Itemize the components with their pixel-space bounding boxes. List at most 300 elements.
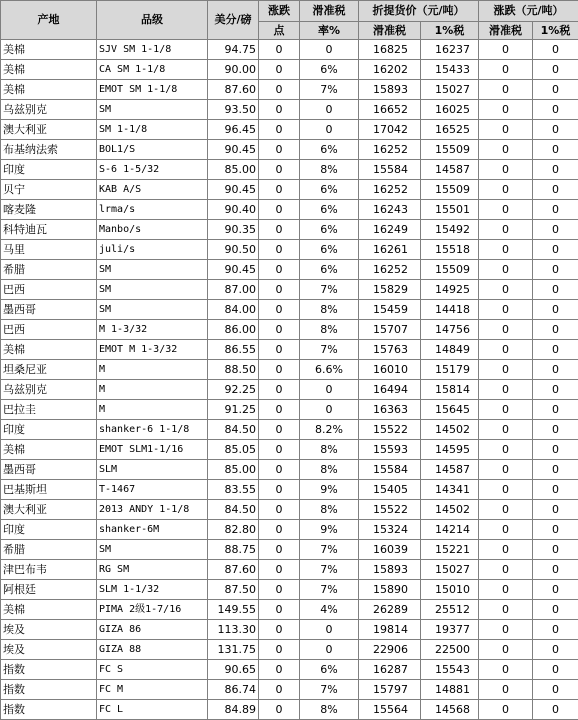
tax-rate-cell: 8% (300, 700, 359, 720)
change-points-cell: 0 (259, 260, 300, 280)
table-row (1, 440, 578, 460)
header-change-unit: 点 (259, 22, 300, 40)
price-cell: 84.89 (208, 700, 259, 720)
table-row (1, 700, 578, 720)
price-1pct-tax-cell: 15010 (421, 580, 479, 600)
change-1pct-cell: 0 (533, 320, 578, 340)
change-points-cell: 0 (259, 200, 300, 220)
price-sliding-tax-cell: 15405 (359, 480, 421, 500)
grade-cell: FC L (97, 700, 208, 720)
change-points-cell: 0 (259, 140, 300, 160)
price-1pct-tax-cell: 14568 (421, 700, 479, 720)
price-1pct-tax-cell: 15221 (421, 540, 479, 560)
grade-cell: FC S (97, 660, 208, 680)
price-sliding-tax-cell: 16494 (359, 380, 421, 400)
change-1pct-cell: 0 (533, 440, 578, 460)
grade-cell: lrma/s (97, 200, 208, 220)
table-row (1, 360, 578, 380)
price-sliding-tax-cell: 15522 (359, 420, 421, 440)
grade-cell: EMOT SLM1-1/16 (97, 440, 208, 460)
price-sliding-tax-cell: 16249 (359, 220, 421, 240)
change-sliding-cell: 0 (479, 640, 533, 660)
change-1pct-cell: 0 (533, 60, 578, 80)
table-row (1, 460, 578, 480)
price-sliding-tax-cell: 17042 (359, 120, 421, 140)
change-sliding-cell: 0 (479, 180, 533, 200)
change-1pct-cell: 0 (533, 560, 578, 580)
change-points-cell: 0 (259, 420, 300, 440)
origin-cell: 美棉 (1, 80, 97, 100)
price-1pct-tax-cell: 14341 (421, 480, 479, 500)
price-cell: 93.50 (208, 100, 259, 120)
change-points-cell: 0 (259, 620, 300, 640)
price-1pct-tax-cell: 14418 (421, 300, 479, 320)
price-sliding-tax-cell: 15593 (359, 440, 421, 460)
table-row (1, 100, 578, 120)
table-row (1, 600, 578, 620)
table-row (1, 240, 578, 260)
tax-rate-cell: 6% (300, 200, 359, 220)
price-1pct-tax-cell: 16025 (421, 100, 479, 120)
price-sliding-tax-cell: 15522 (359, 500, 421, 520)
change-sliding-cell: 0 (479, 340, 533, 360)
grade-cell: S-6 1-5/32 (97, 160, 208, 180)
grade-cell: EMOT SM 1-1/8 (97, 80, 208, 100)
change-points-cell: 0 (259, 300, 300, 320)
change-1pct-cell: 0 (533, 140, 578, 160)
tax-rate-cell: 8% (300, 300, 359, 320)
origin-cell: 乌兹别克 (1, 380, 97, 400)
change-1pct-cell: 0 (533, 500, 578, 520)
origin-cell: 澳大利亚 (1, 120, 97, 140)
table-row (1, 380, 578, 400)
header-change-1pct: 1%税 (533, 22, 578, 40)
price-sliding-tax-cell: 16825 (359, 40, 421, 60)
price-1pct-tax-cell: 25512 (421, 600, 479, 620)
price-cell: 90.45 (208, 180, 259, 200)
price-cell: 88.75 (208, 540, 259, 560)
origin-cell: 墨西哥 (1, 300, 97, 320)
price-cell: 84.50 (208, 420, 259, 440)
origin-cell: 墨西哥 (1, 460, 97, 480)
tax-rate-cell: 0 (300, 120, 359, 140)
change-1pct-cell: 0 (533, 460, 578, 480)
header-converted-sliding: 滑准税 (359, 22, 421, 40)
origin-cell: 巴西 (1, 280, 97, 300)
change-points-cell: 0 (259, 240, 300, 260)
price-cell: 91.25 (208, 400, 259, 420)
grade-cell: 2013 ANDY 1-1/8 (97, 500, 208, 520)
change-points-cell: 0 (259, 600, 300, 620)
change-sliding-cell: 0 (479, 700, 533, 720)
change-sliding-cell: 0 (479, 260, 533, 280)
origin-cell: 乌兹别克 (1, 100, 97, 120)
price-sliding-tax-cell: 15584 (359, 160, 421, 180)
table-row (1, 420, 578, 440)
header-change-yuan: 涨跌（元/吨） (479, 1, 578, 22)
price-1pct-tax-cell: 16525 (421, 120, 479, 140)
tax-rate-cell: 0 (300, 400, 359, 420)
origin-cell: 美棉 (1, 60, 97, 80)
change-sliding-cell: 0 (479, 80, 533, 100)
price-sliding-tax-cell: 16252 (359, 260, 421, 280)
origin-cell: 印度 (1, 420, 97, 440)
price-cell: 113.30 (208, 620, 259, 640)
price-1pct-tax-cell: 14881 (421, 680, 479, 700)
origin-cell: 巴基斯坦 (1, 480, 97, 500)
price-sliding-tax-cell: 15707 (359, 320, 421, 340)
change-sliding-cell: 0 (479, 560, 533, 580)
change-sliding-cell: 0 (479, 500, 533, 520)
price-sliding-tax-cell: 15564 (359, 700, 421, 720)
table-row (1, 340, 578, 360)
change-1pct-cell: 0 (533, 340, 578, 360)
change-sliding-cell: 0 (479, 540, 533, 560)
tax-rate-cell: 0 (300, 40, 359, 60)
price-sliding-tax-cell: 19814 (359, 620, 421, 640)
tax-rate-cell: 8.2% (300, 420, 359, 440)
change-1pct-cell: 0 (533, 600, 578, 620)
table-row (1, 40, 578, 60)
change-1pct-cell: 0 (533, 240, 578, 260)
price-cell: 90.00 (208, 60, 259, 80)
change-sliding-cell: 0 (479, 620, 533, 640)
table-row (1, 140, 578, 160)
table-row (1, 500, 578, 520)
price-1pct-tax-cell: 14595 (421, 440, 479, 460)
change-points-cell: 0 (259, 120, 300, 140)
tax-rate-cell: 0 (300, 380, 359, 400)
change-sliding-cell: 0 (479, 120, 533, 140)
change-sliding-cell: 0 (479, 40, 533, 60)
grade-cell: juli/s (97, 240, 208, 260)
price-cell: 92.25 (208, 380, 259, 400)
price-sliding-tax-cell: 15893 (359, 560, 421, 580)
origin-cell: 美棉 (1, 340, 97, 360)
price-sliding-tax-cell: 16252 (359, 140, 421, 160)
change-1pct-cell: 0 (533, 640, 578, 660)
price-1pct-tax-cell: 15814 (421, 380, 479, 400)
price-cell: 96.45 (208, 120, 259, 140)
change-points-cell: 0 (259, 540, 300, 560)
tax-rate-cell: 8% (300, 460, 359, 480)
grade-cell: SM (97, 540, 208, 560)
price-1pct-tax-cell: 15501 (421, 200, 479, 220)
table-row (1, 300, 578, 320)
change-sliding-cell: 0 (479, 440, 533, 460)
price-cell: 85.00 (208, 460, 259, 480)
price-sliding-tax-cell: 15893 (359, 80, 421, 100)
change-sliding-cell: 0 (479, 420, 533, 440)
change-1pct-cell: 0 (533, 540, 578, 560)
origin-cell: 澳大利亚 (1, 500, 97, 520)
price-1pct-tax-cell: 14925 (421, 280, 479, 300)
origin-cell: 希腊 (1, 260, 97, 280)
price-1pct-tax-cell: 14502 (421, 420, 479, 440)
tax-rate-cell: 8% (300, 500, 359, 520)
price-cell: 90.35 (208, 220, 259, 240)
change-points-cell: 0 (259, 480, 300, 500)
grade-cell: SM 1-1/8 (97, 120, 208, 140)
origin-cell: 巴拉圭 (1, 400, 97, 420)
change-sliding-cell: 0 (479, 400, 533, 420)
table-row (1, 580, 578, 600)
origin-cell: 马里 (1, 240, 97, 260)
tax-rate-cell: 6% (300, 240, 359, 260)
change-points-cell: 0 (259, 660, 300, 680)
origin-cell: 美棉 (1, 600, 97, 620)
tax-rate-cell: 4% (300, 600, 359, 620)
price-cell: 131.75 (208, 640, 259, 660)
grade-cell: M 1-3/32 (97, 320, 208, 340)
change-1pct-cell: 0 (533, 680, 578, 700)
origin-cell: 巴西 (1, 320, 97, 340)
change-points-cell: 0 (259, 580, 300, 600)
table-row (1, 680, 578, 700)
tax-rate-cell: 8% (300, 320, 359, 340)
grade-cell: SM (97, 260, 208, 280)
table-body (1, 40, 578, 720)
header-grade: 品级 (97, 1, 208, 40)
price-1pct-tax-cell: 15027 (421, 80, 479, 100)
tax-rate-cell: 9% (300, 520, 359, 540)
price-sliding-tax-cell: 22906 (359, 640, 421, 660)
grade-cell: shanker-6 1-1/8 (97, 420, 208, 440)
grade-cell: SLM 1-1/32 (97, 580, 208, 600)
header-converted-1pct: 1%税 (421, 22, 479, 40)
change-sliding-cell: 0 (479, 380, 533, 400)
header-tax-rate-unit: 率% (300, 22, 359, 40)
origin-cell: 指数 (1, 660, 97, 680)
change-sliding-cell: 0 (479, 360, 533, 380)
price-1pct-tax-cell: 15645 (421, 400, 479, 420)
header-price-usd: 美分/磅 (208, 1, 259, 40)
table-row (1, 80, 578, 100)
change-points-cell: 0 (259, 700, 300, 720)
change-1pct-cell: 0 (533, 200, 578, 220)
change-1pct-cell: 0 (533, 520, 578, 540)
grade-cell: SJV SM 1-1/8 (97, 40, 208, 60)
price-1pct-tax-cell: 15509 (421, 140, 479, 160)
grade-cell: FC M (97, 680, 208, 700)
table-row (1, 280, 578, 300)
table-row (1, 520, 578, 540)
price-cell: 86.55 (208, 340, 259, 360)
table-row (1, 220, 578, 240)
origin-cell: 美棉 (1, 40, 97, 60)
origin-cell: 埃及 (1, 640, 97, 660)
change-points-cell: 0 (259, 640, 300, 660)
grade-cell: KAB A/S (97, 180, 208, 200)
grade-cell: Manbo/s (97, 220, 208, 240)
change-1pct-cell: 0 (533, 80, 578, 100)
change-1pct-cell: 0 (533, 160, 578, 180)
tax-rate-cell: 0 (300, 100, 359, 120)
change-1pct-cell: 0 (533, 480, 578, 500)
change-1pct-cell: 0 (533, 260, 578, 280)
change-points-cell: 0 (259, 440, 300, 460)
price-sliding-tax-cell: 15829 (359, 280, 421, 300)
origin-cell: 印度 (1, 520, 97, 540)
price-sliding-tax-cell: 16652 (359, 100, 421, 120)
origin-cell: 美棉 (1, 440, 97, 460)
table-row (1, 620, 578, 640)
change-points-cell: 0 (259, 520, 300, 540)
table-row (1, 540, 578, 560)
grade-cell: SM (97, 300, 208, 320)
grade-cell: PIMA 2级1-7/16 (97, 600, 208, 620)
change-sliding-cell: 0 (479, 520, 533, 540)
price-1pct-tax-cell: 19377 (421, 620, 479, 640)
table-row (1, 560, 578, 580)
price-1pct-tax-cell: 15509 (421, 260, 479, 280)
change-1pct-cell: 0 (533, 420, 578, 440)
price-cell: 87.60 (208, 80, 259, 100)
change-points-cell: 0 (259, 80, 300, 100)
origin-cell: 津巴布韦 (1, 560, 97, 580)
grade-cell: M (97, 360, 208, 380)
tax-rate-cell: 6% (300, 660, 359, 680)
change-sliding-cell: 0 (479, 460, 533, 480)
price-cell: 90.45 (208, 260, 259, 280)
change-1pct-cell: 0 (533, 40, 578, 60)
change-sliding-cell: 0 (479, 160, 533, 180)
price-sliding-tax-cell: 16363 (359, 400, 421, 420)
price-sliding-tax-cell: 16039 (359, 540, 421, 560)
price-cell: 90.65 (208, 660, 259, 680)
grade-cell: BOL1/S (97, 140, 208, 160)
grade-cell: RG SM (97, 560, 208, 580)
change-1pct-cell: 0 (533, 380, 578, 400)
price-cell: 149.55 (208, 600, 259, 620)
table-row (1, 480, 578, 500)
price-1pct-tax-cell: 14756 (421, 320, 479, 340)
price-1pct-tax-cell: 16237 (421, 40, 479, 60)
grade-cell: shanker-6M (97, 520, 208, 540)
change-1pct-cell: 0 (533, 100, 578, 120)
tax-rate-cell: 6% (300, 180, 359, 200)
price-1pct-tax-cell: 14587 (421, 460, 479, 480)
change-1pct-cell: 0 (533, 120, 578, 140)
table-row (1, 120, 578, 140)
change-sliding-cell: 0 (479, 480, 533, 500)
table-row (1, 400, 578, 420)
origin-cell: 指数 (1, 700, 97, 720)
change-points-cell: 0 (259, 180, 300, 200)
price-cell: 86.00 (208, 320, 259, 340)
tax-rate-cell: 7% (300, 580, 359, 600)
change-sliding-cell: 0 (479, 60, 533, 80)
change-1pct-cell: 0 (533, 620, 578, 640)
origin-cell: 布基纳法索 (1, 140, 97, 160)
price-cell: 84.00 (208, 300, 259, 320)
change-points-cell: 0 (259, 500, 300, 520)
tax-rate-cell: 7% (300, 680, 359, 700)
price-cell: 90.45 (208, 140, 259, 160)
price-cell: 86.74 (208, 680, 259, 700)
table-row (1, 320, 578, 340)
tax-rate-cell: 6% (300, 60, 359, 80)
header-row-top (1, 1, 578, 22)
change-points-cell: 0 (259, 560, 300, 580)
price-cell: 87.50 (208, 580, 259, 600)
grade-cell: SM (97, 280, 208, 300)
change-points-cell: 0 (259, 280, 300, 300)
grade-cell: M (97, 380, 208, 400)
change-points-cell: 0 (259, 460, 300, 480)
tax-rate-cell: 7% (300, 540, 359, 560)
change-1pct-cell: 0 (533, 360, 578, 380)
change-sliding-cell: 0 (479, 240, 533, 260)
price-1pct-tax-cell: 14849 (421, 340, 479, 360)
change-sliding-cell: 0 (479, 100, 533, 120)
price-cell: 85.00 (208, 160, 259, 180)
price-cell: 83.55 (208, 480, 259, 500)
header-converted-price: 折提货价（元/吨） (359, 1, 479, 22)
price-sliding-tax-cell: 16261 (359, 240, 421, 260)
origin-cell: 坦桑尼亚 (1, 360, 97, 380)
grade-cell: CA SM 1-1/8 (97, 60, 208, 80)
table-row (1, 160, 578, 180)
change-sliding-cell: 0 (479, 140, 533, 160)
tax-rate-cell: 7% (300, 280, 359, 300)
tax-rate-cell: 6% (300, 260, 359, 280)
change-points-cell: 0 (259, 100, 300, 120)
change-points-cell: 0 (259, 400, 300, 420)
price-sliding-tax-cell: 15584 (359, 460, 421, 480)
origin-cell: 阿根廷 (1, 580, 97, 600)
change-sliding-cell: 0 (479, 580, 533, 600)
tax-rate-cell: 7% (300, 340, 359, 360)
change-1pct-cell: 0 (533, 220, 578, 240)
tax-rate-cell: 8% (300, 440, 359, 460)
change-points-cell: 0 (259, 60, 300, 80)
origin-cell: 喀麦隆 (1, 200, 97, 220)
origin-cell: 希腊 (1, 540, 97, 560)
price-cell: 88.50 (208, 360, 259, 380)
price-sliding-tax-cell: 16252 (359, 180, 421, 200)
tax-rate-cell: 0 (300, 620, 359, 640)
price-1pct-tax-cell: 15509 (421, 180, 479, 200)
price-1pct-tax-cell: 15179 (421, 360, 479, 380)
table-row (1, 180, 578, 200)
change-points-cell: 0 (259, 680, 300, 700)
origin-cell: 科特迪瓦 (1, 220, 97, 240)
change-sliding-cell: 0 (479, 280, 533, 300)
price-1pct-tax-cell: 15027 (421, 560, 479, 580)
price-sliding-tax-cell: 15324 (359, 520, 421, 540)
change-points-cell: 0 (259, 220, 300, 240)
tax-rate-cell: 0 (300, 640, 359, 660)
change-1pct-cell: 0 (533, 400, 578, 420)
header-change-top: 涨跌 (259, 1, 300, 22)
price-1pct-tax-cell: 14587 (421, 160, 479, 180)
price-sliding-tax-cell: 16243 (359, 200, 421, 220)
change-sliding-cell: 0 (479, 660, 533, 680)
price-sliding-tax-cell: 15763 (359, 340, 421, 360)
price-cell: 87.60 (208, 560, 259, 580)
price-cell: 82.80 (208, 520, 259, 540)
change-points-cell: 0 (259, 40, 300, 60)
price-sliding-tax-cell: 15459 (359, 300, 421, 320)
tax-rate-cell: 9% (300, 480, 359, 500)
grade-cell: T-1467 (97, 480, 208, 500)
price-sliding-tax-cell: 15890 (359, 580, 421, 600)
change-1pct-cell: 0 (533, 300, 578, 320)
price-1pct-tax-cell: 15492 (421, 220, 479, 240)
price-sliding-tax-cell: 16287 (359, 660, 421, 680)
price-1pct-tax-cell: 15543 (421, 660, 479, 680)
